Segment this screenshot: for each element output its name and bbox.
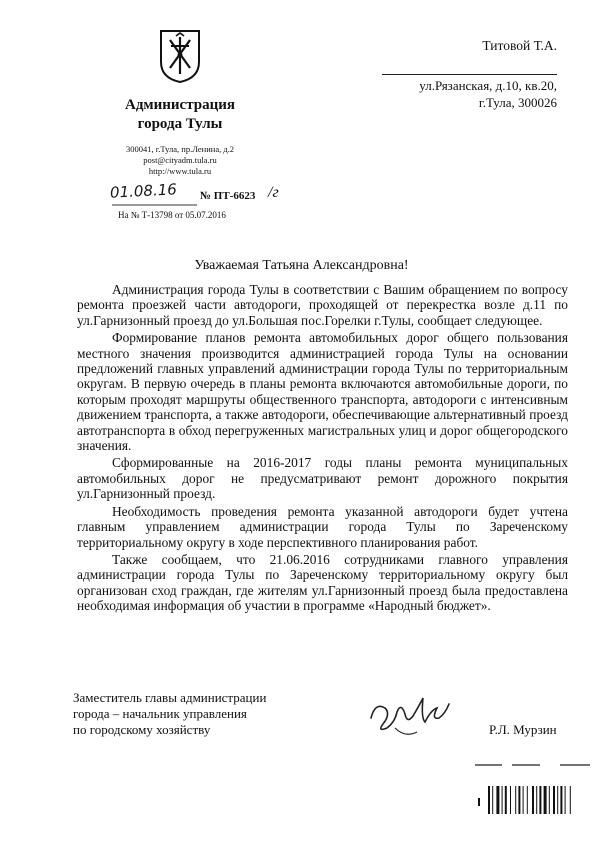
barcode-bar — [565, 786, 566, 814]
barcode-bar — [518, 786, 520, 814]
barcode-bar — [488, 786, 490, 814]
org-address: 300041, г.Тула, пр.Ленина, д.2 — [125, 144, 235, 154]
organization-contacts — [112, 144, 248, 177]
body-paragraph: Сформированные на 2016-2017 годы планы ремонта муниципальных автомобильных дорог не предусматривают ремонт дорожного покрытия ул.Гарнизонный проезд. — [77, 455, 568, 502]
body-paragraph: Формирование планов ремонта автомобильных дорог общего пользования местного значения производится администрацией города Тулы на основании предложений главных управлений администрации города Тулы по территориальным округам. В первую очередь в планы ремонта включаются автомобильные дороги, по которым проходят маршруты общественного транспорта, автодороги с интенсивным движением транспорта, а также автодороги, обеспечивающие альтернативный проезд автотранспорта в обход перегруженных магистральных улиц и дорог общегородского значения. — [77, 330, 568, 454]
barcode-bar — [536, 786, 537, 814]
barcode-bar — [505, 786, 507, 814]
body-paragraph: Администрация города Тулы в соответствии с Вашим обращением по вопросу ремонта проезжей части автодороги, проходящей от перекрестка возле д.11 по ул.Гарнизонный проезд до ул.Большая пос.Горелки г.Тулы, сообщает следующее. — [77, 282, 568, 328]
signer-title-line2: города – начальник управления — [73, 706, 247, 721]
salutation: Уважаемая Татьяна Александровна! — [194, 258, 409, 273]
barcode-bar — [553, 786, 555, 814]
barcode-bar — [557, 786, 558, 814]
reference-number: На № Т-13798 от 05.07.2016 — [118, 210, 226, 220]
barcode-bar — [510, 786, 511, 814]
barcode-bar — [496, 786, 499, 814]
body-paragraph: Также сообщаем, что 21.06.2016 сотрудниками главного управления администрации города Тулы по Зареченскому территориальному округу был организован сход граждан, где жителям ул.Гарнизонный проезд была предоставлена необходимая информация об участии в программе «Народный бюджет». — [77, 551, 568, 614]
org-website: http://www.tula.ru — [148, 166, 212, 176]
signer-name: Р.Л. Мурзин — [489, 722, 557, 737]
organization-name — [112, 96, 248, 134]
barcode-bar — [549, 786, 550, 814]
barcode-bar — [502, 786, 503, 814]
barcode-bar — [523, 786, 524, 814]
barcode-bar — [527, 786, 528, 814]
barcode-bar — [544, 786, 547, 814]
document-number: № ПТ-6623 — [200, 190, 256, 202]
barcode-icon — [478, 778, 598, 818]
barcode-bar — [515, 786, 516, 814]
org-name-line1: Администрация — [124, 97, 236, 113]
barcode-bar — [560, 786, 562, 814]
org-email: post@cityadm.tula.ru — [143, 155, 217, 165]
org-name-line2: города Тулы — [137, 116, 223, 132]
recipient-name: Титовой Т.А. — [482, 38, 557, 53]
signer-title — [73, 690, 266, 738]
recipient-address — [382, 74, 557, 111]
recipient-street: ул.Рязанская, д.10, кв.20, — [419, 78, 557, 93]
recipient-city: г.Тула, 300026 — [478, 95, 557, 110]
handwritten-signature-icon — [365, 688, 455, 744]
barcode-bar — [570, 786, 571, 814]
barcode-bar — [539, 786, 541, 814]
tula-coat-of-arms-icon — [158, 28, 202, 84]
document-number-initial: /г — [268, 184, 279, 201]
body-paragraph: Необходимость проведения ремонта указанной автодороги будет учтена главным управлением администрации города Тулы по Зареченскому территориальному округу в ходе перспективного планирования работ. — [77, 503, 568, 550]
barcode-bar — [492, 786, 493, 814]
letter-body — [77, 282, 568, 614]
barcode-bar — [532, 786, 534, 814]
signer-title-line3: по городскому хозяйству — [73, 722, 211, 737]
handwritten-date: 01.08.16 — [109, 180, 178, 202]
signer-title-line1: Заместитель главы администрации — [73, 690, 267, 705]
registration-lines — [470, 760, 595, 770]
